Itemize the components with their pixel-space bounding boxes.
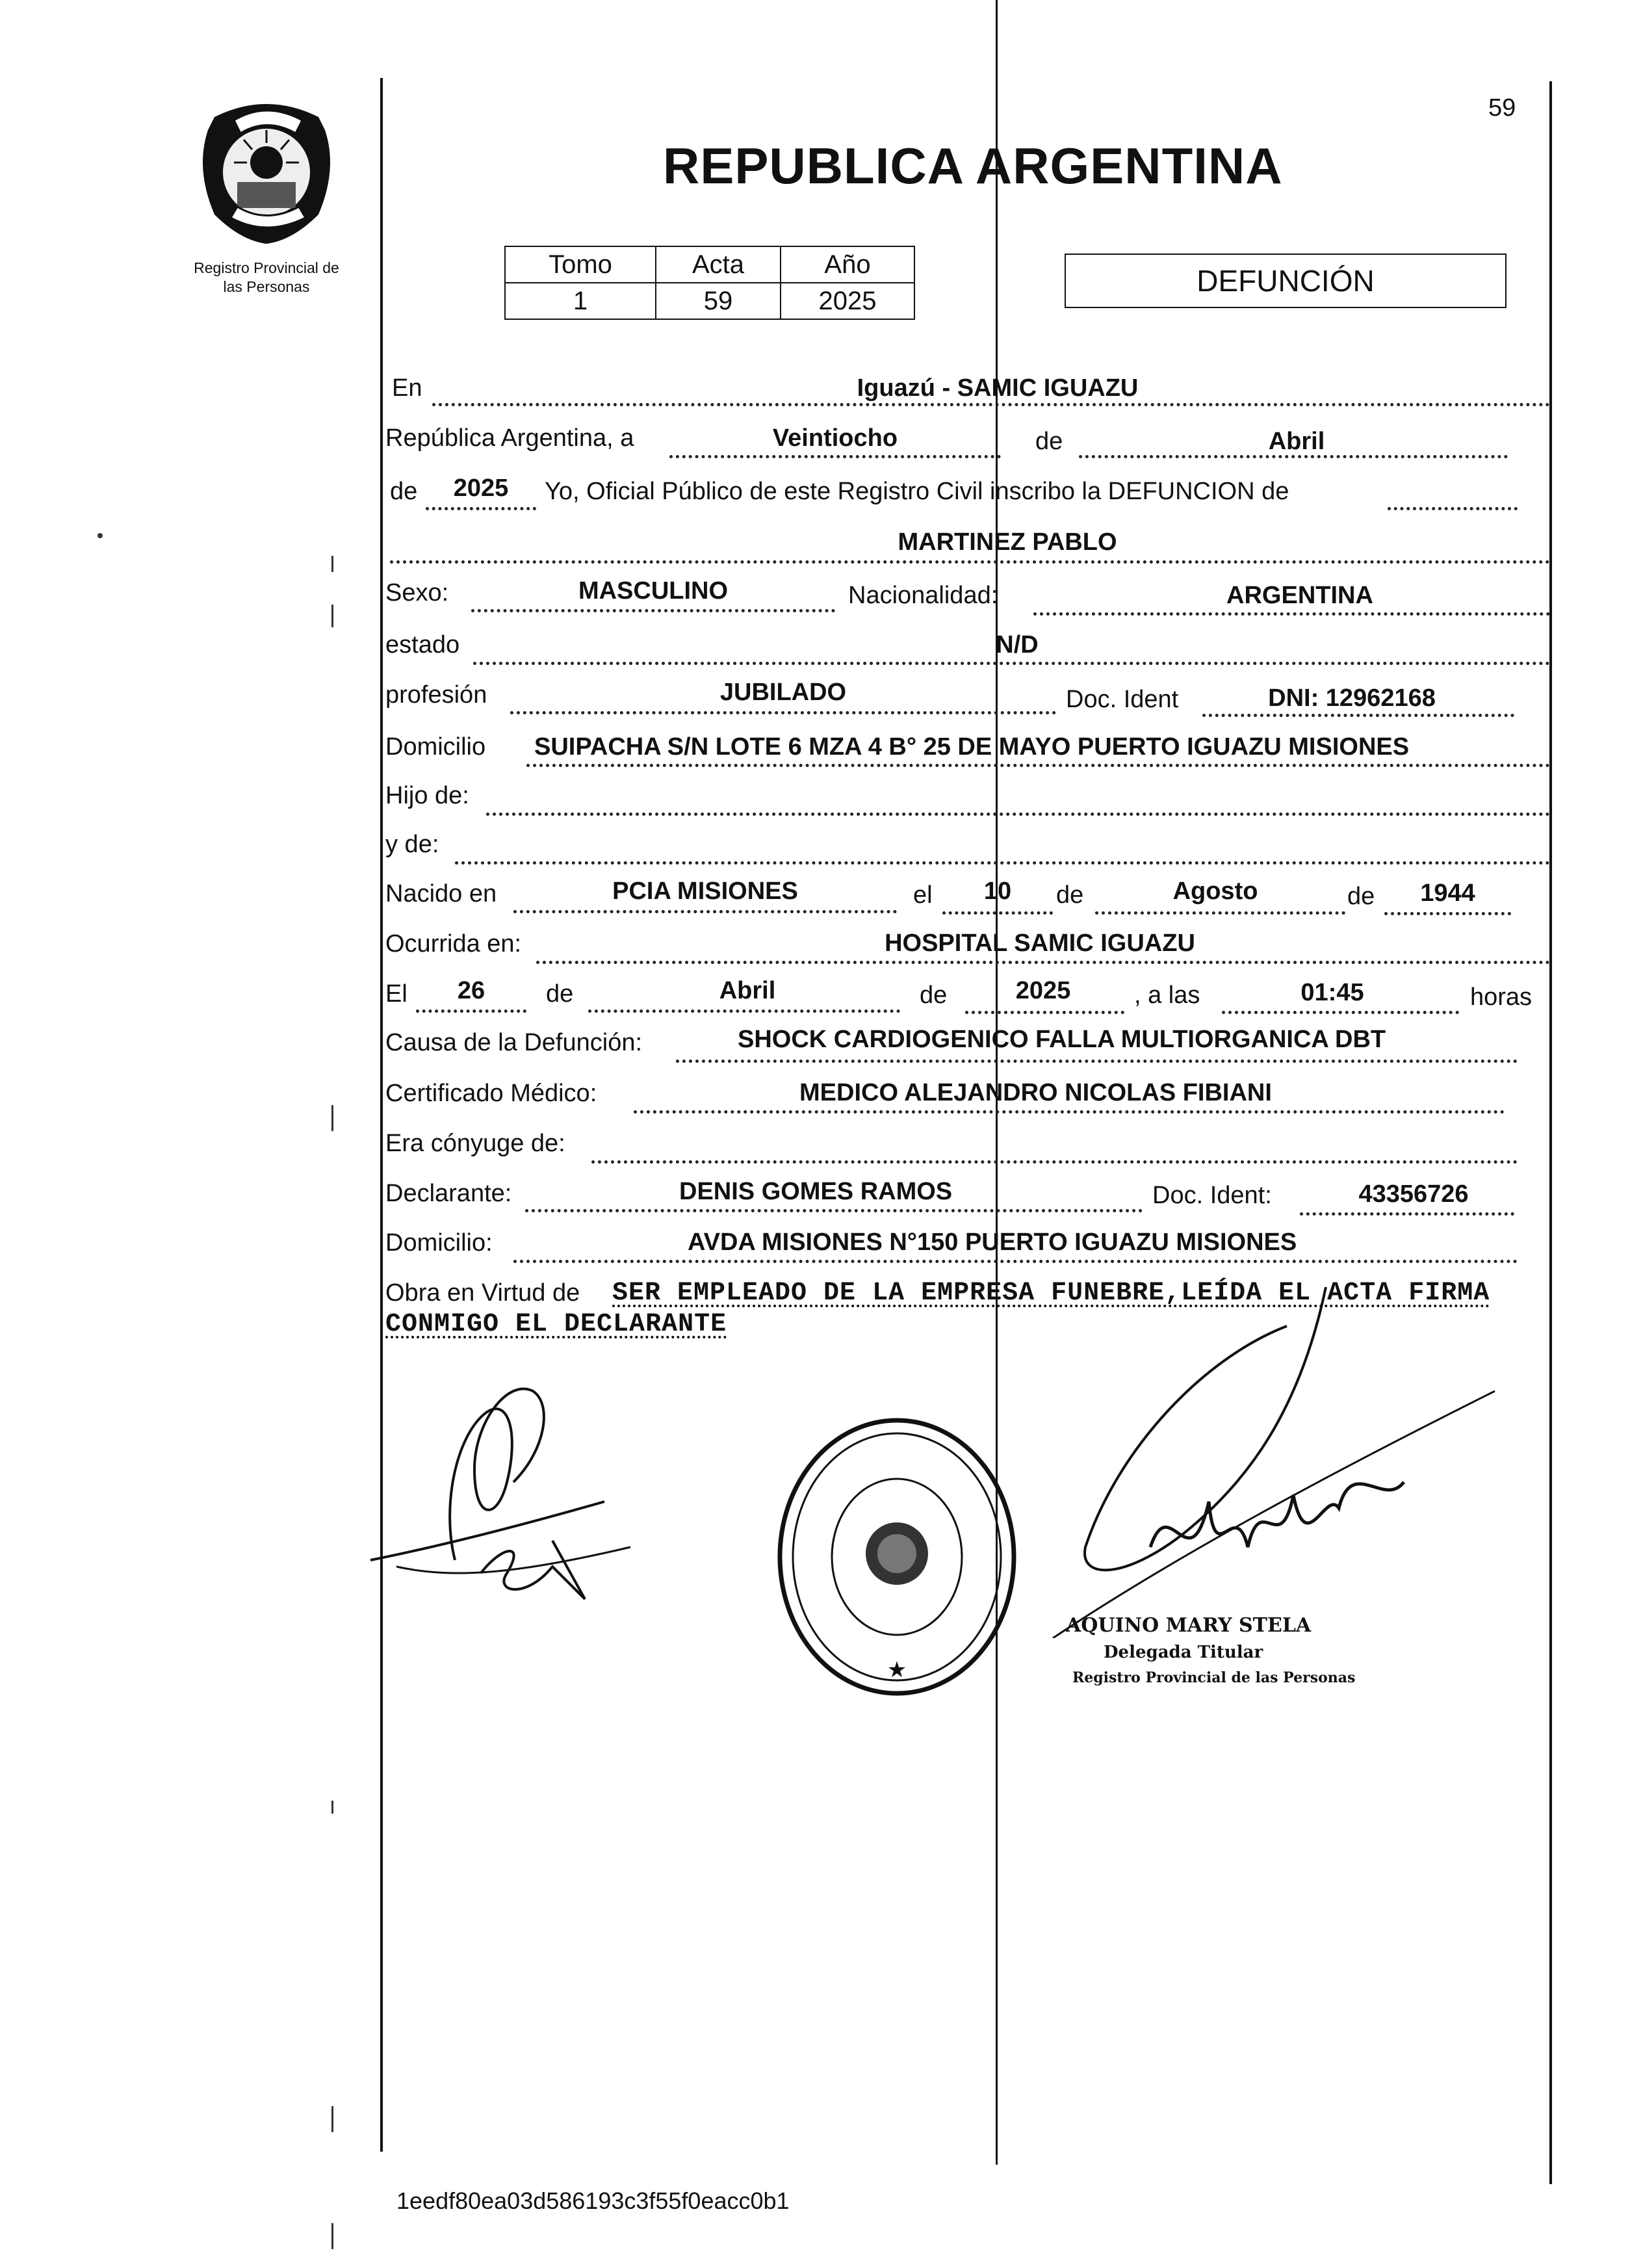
address-line	[526, 764, 1550, 767]
profession-value: JUBILADO	[719, 679, 847, 706]
table-value-ano: 2025	[780, 282, 915, 320]
official-role: Delegada Titular	[1104, 1643, 1263, 1662]
birth-month-line	[1095, 911, 1345, 915]
label-nacionalidad: Nacionalidad:	[848, 582, 998, 609]
label-estado: estado	[385, 631, 460, 658]
death-place-line	[536, 961, 1550, 964]
document-value: DNI: 12962168	[1268, 684, 1436, 712]
nationality-value: ARGENTINA	[1226, 582, 1373, 609]
birth-day-line	[942, 911, 1053, 915]
registry-name-line1: Registro Provincial de	[194, 259, 339, 276]
place-value: Iguazú - SAMIC IGUAZU	[857, 374, 1139, 402]
label-sexo: Sexo:	[385, 579, 449, 606]
label-conyuge: Era cónyuge de:	[385, 1130, 565, 1157]
death-day-value: 26	[457, 977, 485, 1004]
scan-speck	[331, 556, 333, 572]
label-ocurrida-en: Ocurrida en:	[385, 930, 522, 958]
birth-place-line	[513, 910, 897, 913]
label-en: En	[392, 374, 422, 402]
death-year-value: 2025	[1015, 977, 1071, 1004]
death-time-line	[1222, 1011, 1459, 1014]
label-de-3: de	[1056, 881, 1084, 909]
label-certificado: Certificado Médico:	[385, 1080, 597, 1107]
child-of-line	[486, 813, 1550, 816]
month-line	[1079, 455, 1508, 458]
table-value-acta: 59	[655, 282, 781, 320]
label-y-de: y de:	[385, 831, 439, 858]
table-header-ano: Año	[780, 246, 915, 283]
deceased-name-value: MARTINEZ PABLO	[898, 528, 1117, 556]
birth-day-value: 10	[983, 878, 1012, 905]
table-header-tomo: Tomo	[504, 246, 656, 283]
page-title: REPUBLICA ARGENTINA	[663, 137, 1283, 194]
left-margin-line	[380, 78, 383, 2152]
death-time-value: 01:45	[1300, 979, 1364, 1006]
label-doc-ident-2: Doc. Ident:	[1152, 1182, 1272, 1209]
cause-line	[676, 1060, 1518, 1063]
label-el: el	[913, 881, 933, 909]
scan-speck	[331, 605, 333, 627]
declarant-signature	[357, 1352, 650, 1625]
label-horas: horas	[1470, 984, 1533, 1011]
registry-seal	[767, 1404, 1027, 1710]
profession-line	[510, 711, 1056, 714]
deceased-name-line	[390, 560, 1550, 564]
birth-year-line	[1384, 912, 1511, 915]
label-de-2: de	[390, 478, 418, 505]
label-domicilio: Domicilio	[385, 733, 486, 761]
declarant-address-line	[513, 1260, 1518, 1263]
label-a-las: , a las	[1134, 982, 1200, 1009]
official-signature	[1040, 1274, 1508, 1638]
table-header-acta: Acta	[655, 246, 781, 283]
sex-value: MASCULINO	[578, 577, 729, 605]
registry-name	[162, 259, 370, 296]
year-line	[426, 507, 536, 510]
label-nacido-en: Nacido en	[385, 880, 497, 907]
birth-place-value: PCIA MISIONES	[612, 878, 798, 905]
label-obra: Obra en Virtud de	[385, 1279, 580, 1307]
label-declarante: Declarante:	[385, 1180, 512, 1207]
document-line	[1202, 714, 1514, 717]
table-value-tomo: 1	[504, 282, 656, 320]
birth-month-value: Agosto	[1172, 878, 1258, 905]
scan-speck	[331, 2223, 333, 2249]
day-words-line	[669, 455, 1001, 458]
yo-trailing-line	[1388, 507, 1518, 510]
year-value: 2025	[453, 475, 509, 502]
death-month-value: Abril	[719, 977, 776, 1004]
coat-of-arms	[188, 91, 344, 247]
label-profesion: profesión	[385, 681, 487, 709]
spouse-line	[591, 1160, 1518, 1164]
label-doc-ident: Doc. Ident	[1066, 686, 1179, 713]
label-causa: Causa de la Defunción:	[385, 1029, 643, 1056]
label-republica: República Argentina, a	[385, 424, 634, 452]
label-el-cap: El	[385, 980, 408, 1008]
page-number: 59	[1488, 94, 1516, 122]
sex-line	[471, 609, 835, 612]
official-office: Registro Provincial de las Personas	[1072, 1669, 1356, 1686]
declarant-doc-value: 43356726	[1358, 1180, 1469, 1208]
physician-line	[634, 1110, 1505, 1114]
death-month-line	[588, 1010, 900, 1013]
cause-value: SHOCK CARDIOGENICO FALLA MULTIORGANICA DBT	[738, 1026, 1386, 1053]
physician-value: MEDICO ALEJANDRO NICOLAS FIBIANI	[799, 1079, 1272, 1106]
and-of-line	[455, 861, 1550, 865]
label-yo: Yo, Oficial Público de este Registro Civil inscribo la DEFUNCION de	[545, 478, 1289, 505]
day-words-value: Veintiocho	[772, 424, 898, 452]
official-name: AQUINO MARY STELA	[1066, 1614, 1312, 1637]
declarant-address-value: AVDA MISIONES N°150 PUERTO IGUAZU MISIONES	[688, 1229, 1297, 1256]
scan-speck	[97, 533, 103, 538]
death-year-line	[965, 1011, 1124, 1014]
virtue-value-line1: SER EMPLEADO DE LA EMPRESA FUNEBRE,LEÍDA EL ACTA FIRMA	[612, 1279, 1490, 1308]
footer-hash: 1eedf80ea03d586193c3f55f0eacc0b1	[396, 2187, 790, 2214]
label-de-1: de	[1035, 428, 1063, 455]
death-day-line	[416, 1010, 526, 1013]
right-margin-line	[1549, 81, 1552, 2184]
label-de-6: de	[920, 982, 948, 1009]
scan-speck	[331, 1801, 333, 1814]
address-value: SUIPACHA S/N LOTE 6 MZA 4 B° 25 DE MAYO PUERTO IGUAZU MISIONES	[534, 733, 1410, 761]
declarant-line	[525, 1209, 1143, 1212]
label-de-4: de	[1347, 883, 1375, 910]
declarant-value: DENIS GOMES RAMOS	[679, 1178, 953, 1205]
record-type-box: DEFUNCIÓN	[1065, 254, 1507, 308]
death-place-value: HOSPITAL SAMIC IGUAZU	[885, 930, 1195, 957]
misiones-emblem-icon	[188, 91, 344, 247]
virtue-value-line2: CONMIGO EL DECLARANTE	[385, 1310, 727, 1339]
scan-speck	[331, 2106, 333, 2132]
label-domicilio-2: Domicilio:	[385, 1229, 493, 1257]
civil-status-line	[473, 662, 1550, 665]
place-line	[432, 403, 1550, 406]
svg-text:★: ★	[886, 1657, 907, 1683]
scan-speck	[331, 1105, 333, 1131]
registry-name-line2: las Personas	[223, 278, 310, 295]
label-hijo-de: Hijo de:	[385, 782, 469, 809]
birth-year-value: 1944	[1420, 880, 1475, 907]
nationality-line	[1033, 612, 1550, 616]
declarant-doc-line	[1300, 1212, 1514, 1216]
civil-status-value: N/D	[996, 631, 1039, 658]
label-de-5: de	[546, 980, 574, 1008]
month-value: Abril	[1268, 428, 1325, 455]
